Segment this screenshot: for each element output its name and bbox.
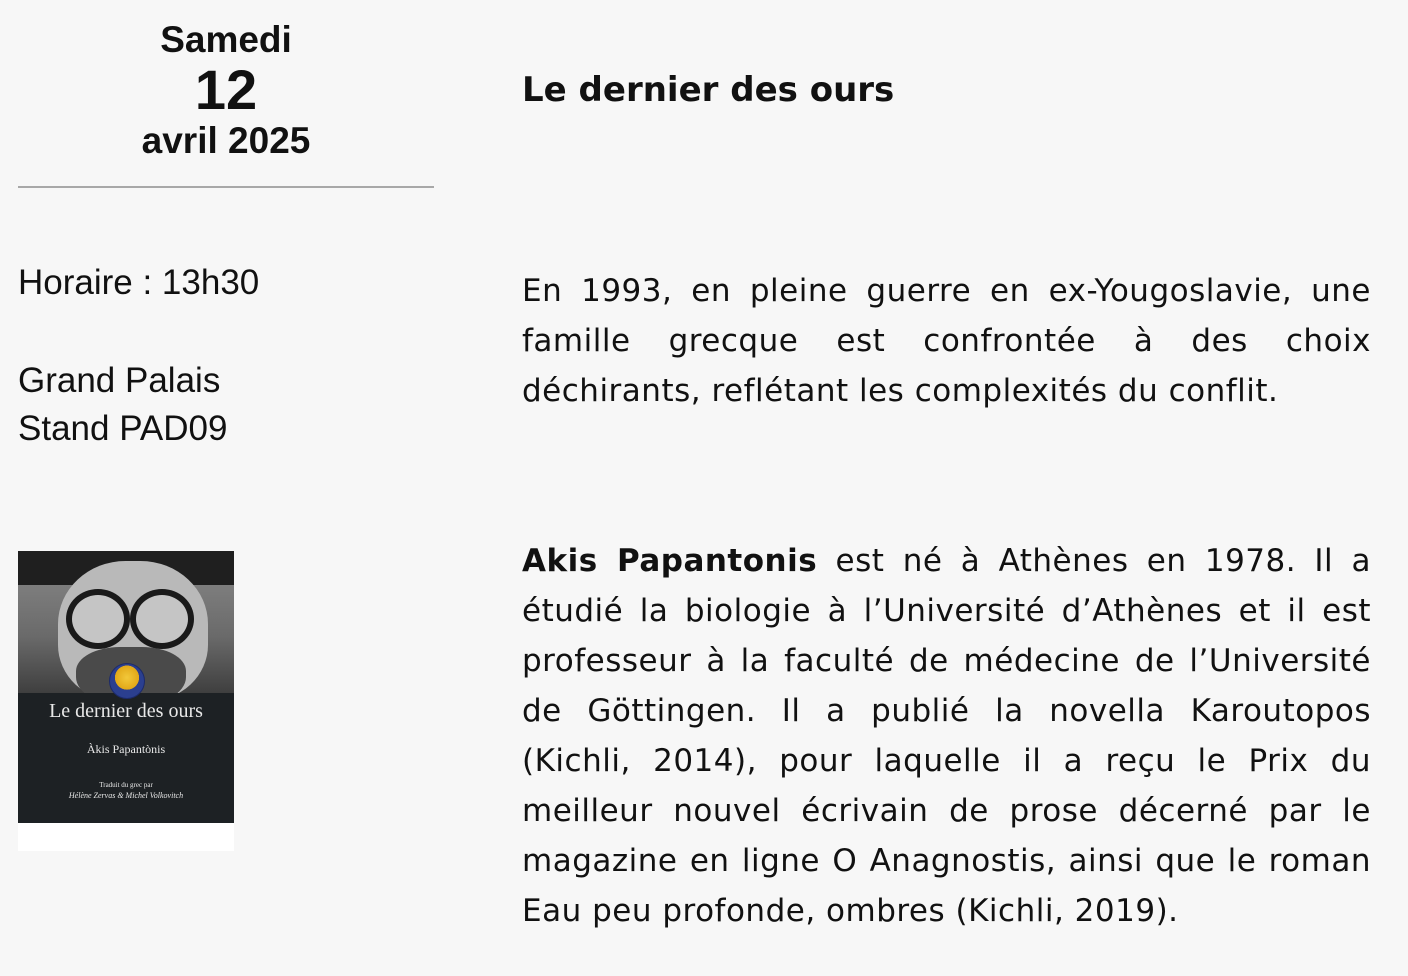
author-name: Akis Papantonis — [522, 543, 818, 579]
cover-translation-line: Traduit du grec par — [99, 781, 153, 789]
date-day: 12 — [194, 58, 258, 121]
book-title: Le dernier des ours — [522, 70, 895, 110]
author-bio-text: est né à Athènes en 1978. Il a étudié la biologie à l’Université d’Athènes et il est professeur à la faculté de médecine de l’Université de Göttingen. Il a publié la novella Karoutopos (Kichli, 2014), pour laquelle il a reçu le Prix du meilleur nouvel écrivain de prose décerné par le magazine en ligne O Anagnostis, ainsi que le roman Eau peu profonde, ombres (Kichli, 2019). — [522, 543, 1371, 929]
book-cover-image — [18, 551, 234, 851]
cover-translators: Hélène Zervas & Michel Volkovitch — [68, 791, 184, 800]
cover-title: Le dernier des ours — [49, 700, 203, 722]
publisher-logo-icon — [109, 663, 145, 699]
author-bio — [522, 536, 1371, 936]
event-schedule: Horaire : 13h30 — [18, 263, 260, 302]
date-month-year: avril 2025 — [141, 120, 311, 161]
date-divider — [18, 186, 434, 188]
event-location — [18, 357, 228, 453]
location-venue: Grand Palais — [18, 361, 221, 400]
event-date — [18, 18, 434, 164]
book-summary: En 1993, en pleine guerre en ex-Yougoslavie, une famille grecque est confrontée à des choix déchirants, reflétant les complexités du conflit. — [522, 273, 1371, 409]
date-weekday: Samedi — [160, 19, 292, 60]
location-stand: Stand PAD09 — [18, 409, 228, 448]
cover-author: Àkis Papantònis — [86, 742, 166, 756]
cover-title-band — [18, 693, 234, 823]
